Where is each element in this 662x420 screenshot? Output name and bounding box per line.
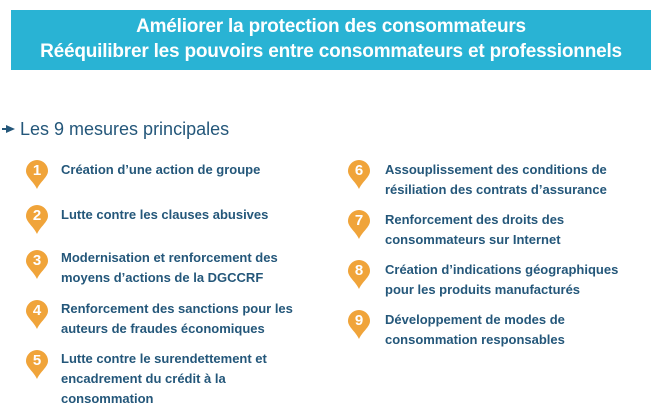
measure-text-line: Création d’une action de groupe <box>61 162 261 177</box>
map-pin-icon <box>25 205 49 235</box>
map-pin-icon <box>25 250 49 280</box>
measure-number: 8 <box>354 262 364 279</box>
measure-number: 4 <box>32 302 42 319</box>
measure-number: 7 <box>354 212 364 229</box>
measure-text-line: Renforcement des sanctions pour les <box>61 301 293 316</box>
map-pin-icon <box>347 310 371 340</box>
arrow-icon <box>6 125 15 133</box>
banner-title-line-2: Rééquilibrer les pouvoirs entre consommateurs et professionnels <box>40 41 622 62</box>
measure-text-line: Modernisation et renforcement des <box>61 250 278 265</box>
section-heading-text: Les 9 mesures principales <box>20 118 230 139</box>
measure-number: 2 <box>32 207 42 224</box>
map-pin-icon <box>25 160 49 190</box>
measure-text <box>61 205 268 225</box>
banner-title-line-1: Améliorer la protection des consommateurs <box>136 16 526 37</box>
measure-text <box>385 260 618 300</box>
measure-text-line: encadrement du crédit à la <box>61 371 226 386</box>
measure-text <box>385 160 607 200</box>
measure-text <box>61 160 260 180</box>
measure-text-line: Renforcement des droits des <box>385 212 565 227</box>
map-pin-icon <box>347 160 371 190</box>
map-pin-icon <box>347 260 371 290</box>
map-pin-icon <box>347 210 371 240</box>
measure-number: 9 <box>354 312 364 329</box>
measure-text-line: Lutte contre les clauses abusives <box>61 207 269 222</box>
measure-text <box>61 248 278 288</box>
measure-text-line: moyens d’actions de la DGCCRF <box>61 270 264 285</box>
measure-text-line: Assouplissement des conditions de <box>385 162 607 177</box>
measure-text-line: Lutte contre le surendettement et <box>61 351 267 366</box>
map-pin-icon <box>25 350 49 380</box>
measure-number: 3 <box>32 252 42 269</box>
measure-text-line: consommateurs sur Internet <box>385 232 561 247</box>
measure-number: 5 <box>32 352 42 369</box>
measure-text-line: consommation responsables <box>385 332 565 347</box>
measure-text <box>61 299 293 339</box>
measure-text <box>385 210 564 250</box>
title-banner <box>11 10 651 70</box>
measure-number: 6 <box>354 162 364 179</box>
measure-text <box>385 310 565 350</box>
section-heading <box>6 118 229 140</box>
measure-text-line: Développement de modes de <box>385 312 565 327</box>
measure-text-line: résiliation des contrats d’assurance <box>385 182 607 197</box>
measure-text-line: consommation <box>61 391 154 406</box>
measure-text <box>61 349 267 409</box>
measure-text-line: auteurs de fraudes économiques <box>61 321 265 336</box>
measure-text-line: pour les produits manufacturés <box>385 282 581 297</box>
measure-text-line: Création d’indications géographiques <box>385 262 619 277</box>
measure-number: 1 <box>32 162 42 179</box>
map-pin-icon <box>25 300 49 330</box>
